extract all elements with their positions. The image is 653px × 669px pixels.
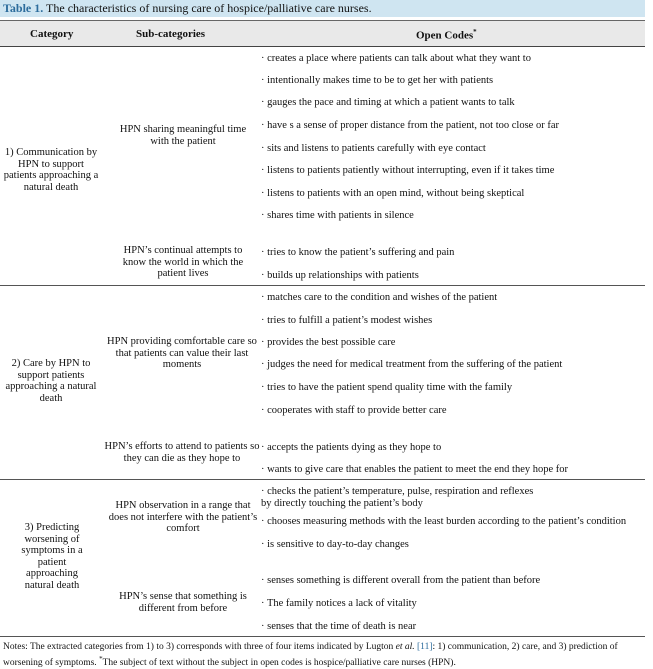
- open-code: · intentionally makes time to be to get her with patients: [261, 75, 494, 86]
- table-label: Table 1.: [3, 1, 44, 15]
- open-code: · chooses measuring methods with the least burden according to the patient’s condition: [261, 516, 627, 527]
- subcategory-1-1: HPN sharing meaningful time with the patient: [119, 124, 247, 147]
- header-open-codes: Open Codes*: [416, 28, 477, 42]
- open-code-continuation: by directly touching the patient’s body: [261, 498, 423, 509]
- subcategory-3-1: HPN observation in a range that does not interfere with the patient’s comfort: [108, 500, 258, 534]
- open-code: · have s a sense of proper distance from the patient, not too close or far: [261, 120, 559, 131]
- open-code: · shares time with patients in silence: [261, 210, 414, 221]
- open-code: · cooperates with staff to provide better care: [261, 405, 447, 416]
- open-code: · listens to patients with an open mind, without being skeptical: [261, 188, 525, 199]
- open-code: · matches care to the condition and wishes of the patient: [261, 292, 498, 303]
- open-code: · tries to know the patient’s suffering and pain: [261, 247, 455, 258]
- open-code: · checks the patient’s temperature, pulse, respiration and reflexes: [261, 486, 534, 497]
- open-code: · The family notices a lack of vitality: [261, 598, 417, 609]
- open-code: · creates a place where patients can talk about what they want to: [261, 53, 531, 64]
- table-caption: [0, 0, 645, 17]
- open-code: · is sensitive to day-to-day changes: [261, 539, 409, 550]
- category-2: 2) Care by HPN to support patients approaching a natural death: [5, 358, 97, 404]
- open-code: · tries to have the patient spend quality time with the family: [261, 382, 513, 393]
- header-category: Category: [30, 28, 74, 40]
- open-code: · builds up relationships with patients: [261, 270, 419, 281]
- reference-link[interactable]: [11]: [417, 642, 433, 652]
- open-code: · provides the best possible care: [261, 337, 396, 348]
- header-subcategories: Sub-categories: [136, 28, 206, 40]
- table-notes: Notes: The extracted categories from 1) to 3) corresponds with three of four items indicated by Lugton et al. [11]: 1) communication, 2) care, and 3) prediction of worsening of symptoms. *The subject of text without the subject in open codes is hospice/palliative care nurses (HPN).: [3, 642, 618, 669]
- open-code: · tries to fulfill a patient’s modest wishes: [261, 315, 433, 326]
- category-3: 3) Predicting worsening of symptoms in a patient approaching natural death: [21, 522, 83, 591]
- subcategory-1-2: HPN’s continual attempts to know the world in which the patient lives: [122, 245, 244, 279]
- open-code: · listens to patients patiently without interrupting, even if it takes time: [261, 165, 555, 176]
- row-divider: [0, 479, 645, 480]
- open-code: · judges the need for medical treatment from the suffering of the patient: [261, 359, 563, 370]
- subcategory-3-2: HPN’s sense that something is different from before: [119, 591, 247, 614]
- row-divider: [0, 285, 645, 286]
- table-title: The characteristics of nursing care of hospice/palliative care nurses.: [46, 1, 372, 15]
- open-code: · gauges the pace and timing at which a patient wants to talk: [261, 97, 515, 108]
- category-1: 1) Communication by HPN to support patients approaching a natural death: [3, 147, 99, 193]
- open-code: · sits and listens to patients carefully with eye contact: [261, 143, 486, 154]
- subcategory-2-1: HPN providing comfortable care so that patients can value their last moments: [107, 336, 257, 370]
- open-code: · accepts the patients dying as they hope to: [261, 442, 442, 453]
- subcategory-2-2: HPN’s efforts to attend to patients so they can die as they hope to: [104, 441, 260, 464]
- open-code: · senses that the time of death is near: [261, 621, 417, 632]
- table-header: [0, 20, 645, 47]
- open-code: · senses something is different overall from the patient than before: [261, 575, 541, 586]
- table-bottom-rule: [0, 636, 645, 637]
- open-code: · wants to give care that enables the patient to meet the end they hope for: [261, 464, 569, 475]
